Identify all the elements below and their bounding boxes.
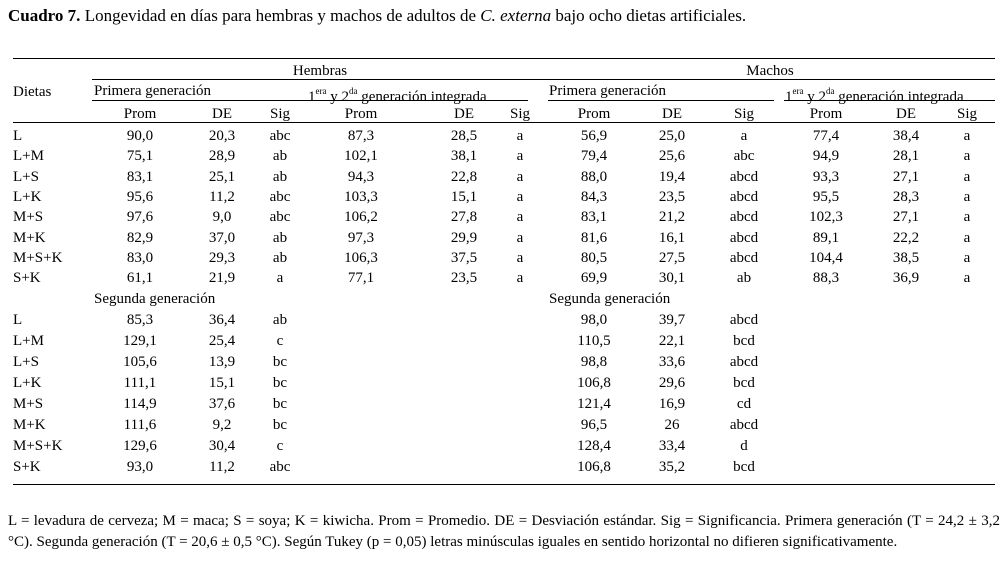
- top-rule: [13, 58, 995, 59]
- dietas-header: Dietas: [13, 84, 52, 100]
- table-cell: 111,1: [123, 375, 157, 391]
- table-cell: abcd: [729, 417, 759, 433]
- table-cell: 27,1: [892, 209, 920, 226]
- table-cell: 35,2: [658, 459, 686, 475]
- table-cell: 85,3: [126, 312, 154, 328]
- machos-segunda-label: Segunda generación: [549, 291, 671, 307]
- table-cell: 106,2: [344, 209, 378, 226]
- table-cell: a: [516, 270, 524, 287]
- table-cell: c: [276, 333, 284, 349]
- table-cell: a: [516, 209, 524, 226]
- table-cell: 16,1: [658, 229, 686, 246]
- table-caption: [8, 6, 746, 26]
- diet-label: L+K: [13, 188, 42, 205]
- diet-label: M+K: [13, 417, 46, 433]
- subheader-sig: Sig: [509, 106, 530, 122]
- table-cell: bcd: [733, 375, 755, 391]
- table-cell: a: [516, 168, 524, 185]
- table-cell: a: [963, 188, 971, 205]
- table-cell: 13,9: [208, 354, 236, 370]
- table-cell: 29,3: [208, 249, 236, 266]
- table-cell: 81,6: [580, 229, 608, 246]
- table-cell: 21,9: [208, 270, 236, 287]
- table-cell: a: [963, 229, 971, 246]
- table-cell: 105,6: [123, 354, 157, 370]
- table-cell: 30,1: [658, 270, 686, 287]
- table-cell: ab: [272, 148, 288, 165]
- table-cell: 15,1: [208, 375, 236, 391]
- table-cell: 28,9: [208, 148, 236, 165]
- table-cell: 111,6: [123, 417, 157, 433]
- table-cell: a: [516, 249, 524, 266]
- table-cell: abcd: [729, 249, 759, 266]
- table-cell: 30,4: [208, 438, 236, 454]
- table-cell: bc: [272, 354, 288, 370]
- table-cell: 38,5: [892, 249, 920, 266]
- table-cell: 90,0: [126, 128, 154, 144]
- subheader-sig: Sig: [733, 106, 754, 122]
- table-cell: a: [516, 148, 524, 165]
- table-cell: 28,1: [892, 148, 920, 165]
- diet-label: L: [13, 128, 23, 144]
- table-cell: 25,0: [658, 128, 686, 144]
- table-cell: bc: [272, 396, 288, 412]
- table-cell: 89,1: [812, 229, 840, 246]
- table-cell: bcd: [733, 333, 755, 349]
- table-cell: ab: [272, 229, 288, 246]
- table-cell: 36,9: [892, 270, 920, 287]
- table-cell: bc: [272, 375, 288, 391]
- diet-label: M+S+K: [13, 249, 63, 266]
- table-cell: 88,3: [812, 270, 840, 287]
- table-cell: a: [963, 270, 971, 287]
- table-cell: 29,6: [658, 375, 686, 391]
- table-cell: abc: [269, 128, 291, 144]
- table-cell: 96,5: [580, 417, 608, 433]
- table-cell: 106,8: [577, 459, 611, 475]
- table-cell: a: [740, 128, 748, 144]
- table-cell: 33,6: [658, 354, 686, 370]
- table-cell: d: [740, 438, 748, 454]
- table-cell: 22,2: [892, 229, 920, 246]
- table-cell: 94,3: [347, 168, 375, 185]
- table-cell: 11,2: [209, 188, 235, 205]
- table-cell: 28,3: [892, 188, 920, 205]
- subheader-de: DE: [212, 106, 232, 122]
- table-cell: 29,9: [450, 229, 478, 246]
- table-cell: abcd: [729, 312, 759, 328]
- table-cell: 103,3: [344, 188, 378, 205]
- hembras-segunda-label: Segunda generación: [94, 291, 216, 307]
- table-cell: 20,3: [208, 128, 236, 144]
- table-cell: 37,5: [450, 249, 478, 266]
- table-cell: 88,0: [580, 168, 608, 185]
- diet-label: L+M: [13, 148, 44, 165]
- table-cell: 36,4: [208, 312, 236, 328]
- table-cell: a: [963, 148, 971, 165]
- table-cell: abcd: [729, 188, 759, 205]
- table-cell: 38,1: [450, 148, 478, 165]
- table-cell: abc: [733, 148, 755, 165]
- table-cell: abcd: [729, 229, 759, 246]
- table-cell: 15,1: [450, 188, 478, 205]
- table-cell: c: [276, 438, 284, 454]
- table-cell: 79,4: [580, 148, 608, 165]
- table-cell: 98,8: [580, 354, 608, 370]
- diet-label: L+M: [13, 333, 44, 349]
- caption-label: Cuadro 7.: [8, 6, 81, 25]
- subheader-prom: Prom: [123, 106, 157, 122]
- subheader-prom: Prom: [577, 106, 611, 122]
- table-cell: abcd: [729, 354, 759, 370]
- hembras-primera-header: Primera generación: [94, 83, 212, 99]
- table-cell: ab: [272, 312, 288, 328]
- table-cell: 128,4: [577, 438, 611, 454]
- table-cell: 82,9: [126, 229, 154, 246]
- machos-integrada-header: $1^{era}$ y $2^{da}$ generación integrada: [785, 86, 964, 105]
- table-cell: 23,5: [450, 270, 478, 287]
- table-cell: 25,6: [658, 148, 686, 165]
- table-cell: ab: [272, 168, 288, 185]
- table-cell: 94,9: [812, 148, 840, 165]
- table-cell: 25,4: [208, 333, 236, 349]
- table-cell: 39,7: [658, 312, 686, 328]
- table-cell: a: [516, 128, 524, 144]
- diet-label: L+K: [13, 375, 42, 391]
- caption-text-before: Longevidad en días para hembras y machos de adultos de: [84, 6, 477, 25]
- table-cell: 37,6: [208, 396, 236, 412]
- table-cell: abcd: [729, 168, 759, 185]
- table-cell: 77,1: [347, 270, 375, 287]
- table-cell: 110,5: [577, 333, 611, 349]
- table-cell: bcd: [733, 459, 755, 475]
- table-cell: 93,0: [126, 459, 154, 475]
- diet-label: S+K: [13, 459, 41, 475]
- diet-label: M+S: [13, 396, 44, 412]
- table-cell: 129,1: [123, 333, 157, 349]
- table-cell: 106,3: [344, 249, 378, 266]
- table-cell: 26: [664, 417, 680, 433]
- table-cell: 21,2: [658, 209, 686, 226]
- subheader-sig: Sig: [956, 106, 977, 122]
- diet-label: L+S: [13, 354, 39, 370]
- table-cell: a: [276, 270, 284, 287]
- table-cell: 16,9: [658, 396, 686, 412]
- table-cell: 27,5: [658, 249, 686, 266]
- group-header-rule: [92, 79, 995, 80]
- diet-label: L+S: [13, 168, 39, 185]
- caption-species: C. externa: [480, 6, 552, 25]
- table-cell: 11,2: [209, 459, 235, 475]
- table-cell: 27,8: [450, 209, 478, 226]
- table-cell: 23,5: [658, 188, 686, 205]
- table-cell: ab: [272, 249, 288, 266]
- table-cell: 95,6: [126, 188, 154, 205]
- table-cell: a: [963, 128, 971, 144]
- table-cell: 22,8: [450, 168, 478, 185]
- table-cell: abc: [269, 209, 291, 226]
- table-cell: 102,1: [344, 148, 378, 165]
- table-cell: 114,9: [123, 396, 157, 412]
- table-cell: 75,1: [126, 148, 154, 165]
- hembras-integrada-header: $1^{era}$ y $2^{da}$ generación integrada: [308, 86, 487, 105]
- table-cell: abc: [269, 188, 291, 205]
- subheader-de: DE: [896, 106, 916, 122]
- table-cell: 19,4: [658, 168, 686, 185]
- subheader-de: DE: [662, 106, 682, 122]
- table-cell: 80,5: [580, 249, 608, 266]
- machos-primera-header: Primera generación: [549, 83, 667, 99]
- diet-label: M+S+K: [13, 438, 63, 454]
- table-cell: 83,1: [580, 209, 608, 226]
- table-cell: 61,1: [126, 270, 154, 287]
- table-cell: bc: [272, 417, 288, 433]
- subheader-de: DE: [454, 106, 474, 122]
- table-cell: 121,4: [577, 396, 611, 412]
- subheader-prom: Prom: [344, 106, 378, 122]
- table-cell: 104,4: [809, 249, 843, 266]
- table-cell: 37,0: [208, 229, 236, 246]
- diet-label: S+K: [13, 270, 41, 287]
- table-cell: cd: [736, 396, 752, 412]
- table-cell: 56,9: [580, 128, 608, 144]
- table-cell: 106,8: [577, 375, 611, 391]
- machos-primera-rule: [548, 100, 774, 101]
- table-cell: 129,6: [123, 438, 157, 454]
- table-cell: 9,2: [212, 417, 232, 433]
- table-cell: 83,1: [126, 168, 154, 185]
- hembras-header: Hembras: [292, 63, 348, 79]
- table-cell: a: [963, 209, 971, 226]
- table-cell: 95,5: [812, 188, 840, 205]
- table-cell: 93,3: [812, 168, 840, 185]
- table-cell: 69,9: [580, 270, 608, 287]
- table-cell: a: [963, 249, 971, 266]
- table-cell: 9,0: [212, 209, 232, 226]
- table-cell: a: [516, 188, 524, 205]
- table-cell: 97,6: [126, 209, 154, 226]
- table-cell: 87,3: [347, 128, 375, 144]
- table-cell: abc: [269, 459, 291, 475]
- caption-text-after: bajo ocho dietas artificiales.: [555, 6, 747, 25]
- table-cell: a: [516, 229, 524, 246]
- subheader-sig: Sig: [269, 106, 290, 122]
- table-cell: 97,3: [347, 229, 375, 246]
- table-cell: abcd: [729, 209, 759, 226]
- machos-header: Machos: [746, 63, 794, 79]
- table-cell: 83,0: [126, 249, 154, 266]
- table-cell: 28,5: [450, 128, 478, 144]
- bottom-rule: [13, 484, 995, 485]
- diet-label: L: [13, 312, 23, 328]
- table-cell: 27,1: [892, 168, 920, 185]
- table-cell: ab: [736, 270, 752, 287]
- table-cell: 38,4: [892, 128, 920, 144]
- subheader-prom: Prom: [809, 106, 843, 122]
- diet-label: M+S: [13, 209, 44, 226]
- table-cell: 98,0: [580, 312, 608, 328]
- table-cell: a: [963, 168, 971, 185]
- table-cell: 102,3: [809, 209, 843, 226]
- table-cell: 22,1: [658, 333, 686, 349]
- table-cell: 77,4: [812, 128, 840, 144]
- table-footnote: L = levadura de cerveza; M = maca; S = soya; K = kiwicha. Prom = Promedio. DE = Desviación estándar. Sig = Significancia. Primera generación (T = 24,2 ± 3,2 °C). Segunda generación (T = 20,6 ± 0,5 °C). Según Tukey (p = 0,05) letras minúsculas iguales en sentido horizontal no difieren significativamente.: [8, 513, 1000, 550]
- table-cell: 33,4: [658, 438, 686, 454]
- diet-label: M+K: [13, 229, 46, 246]
- table-cell: 84,3: [580, 188, 608, 205]
- table-cell: 25,1: [208, 168, 236, 185]
